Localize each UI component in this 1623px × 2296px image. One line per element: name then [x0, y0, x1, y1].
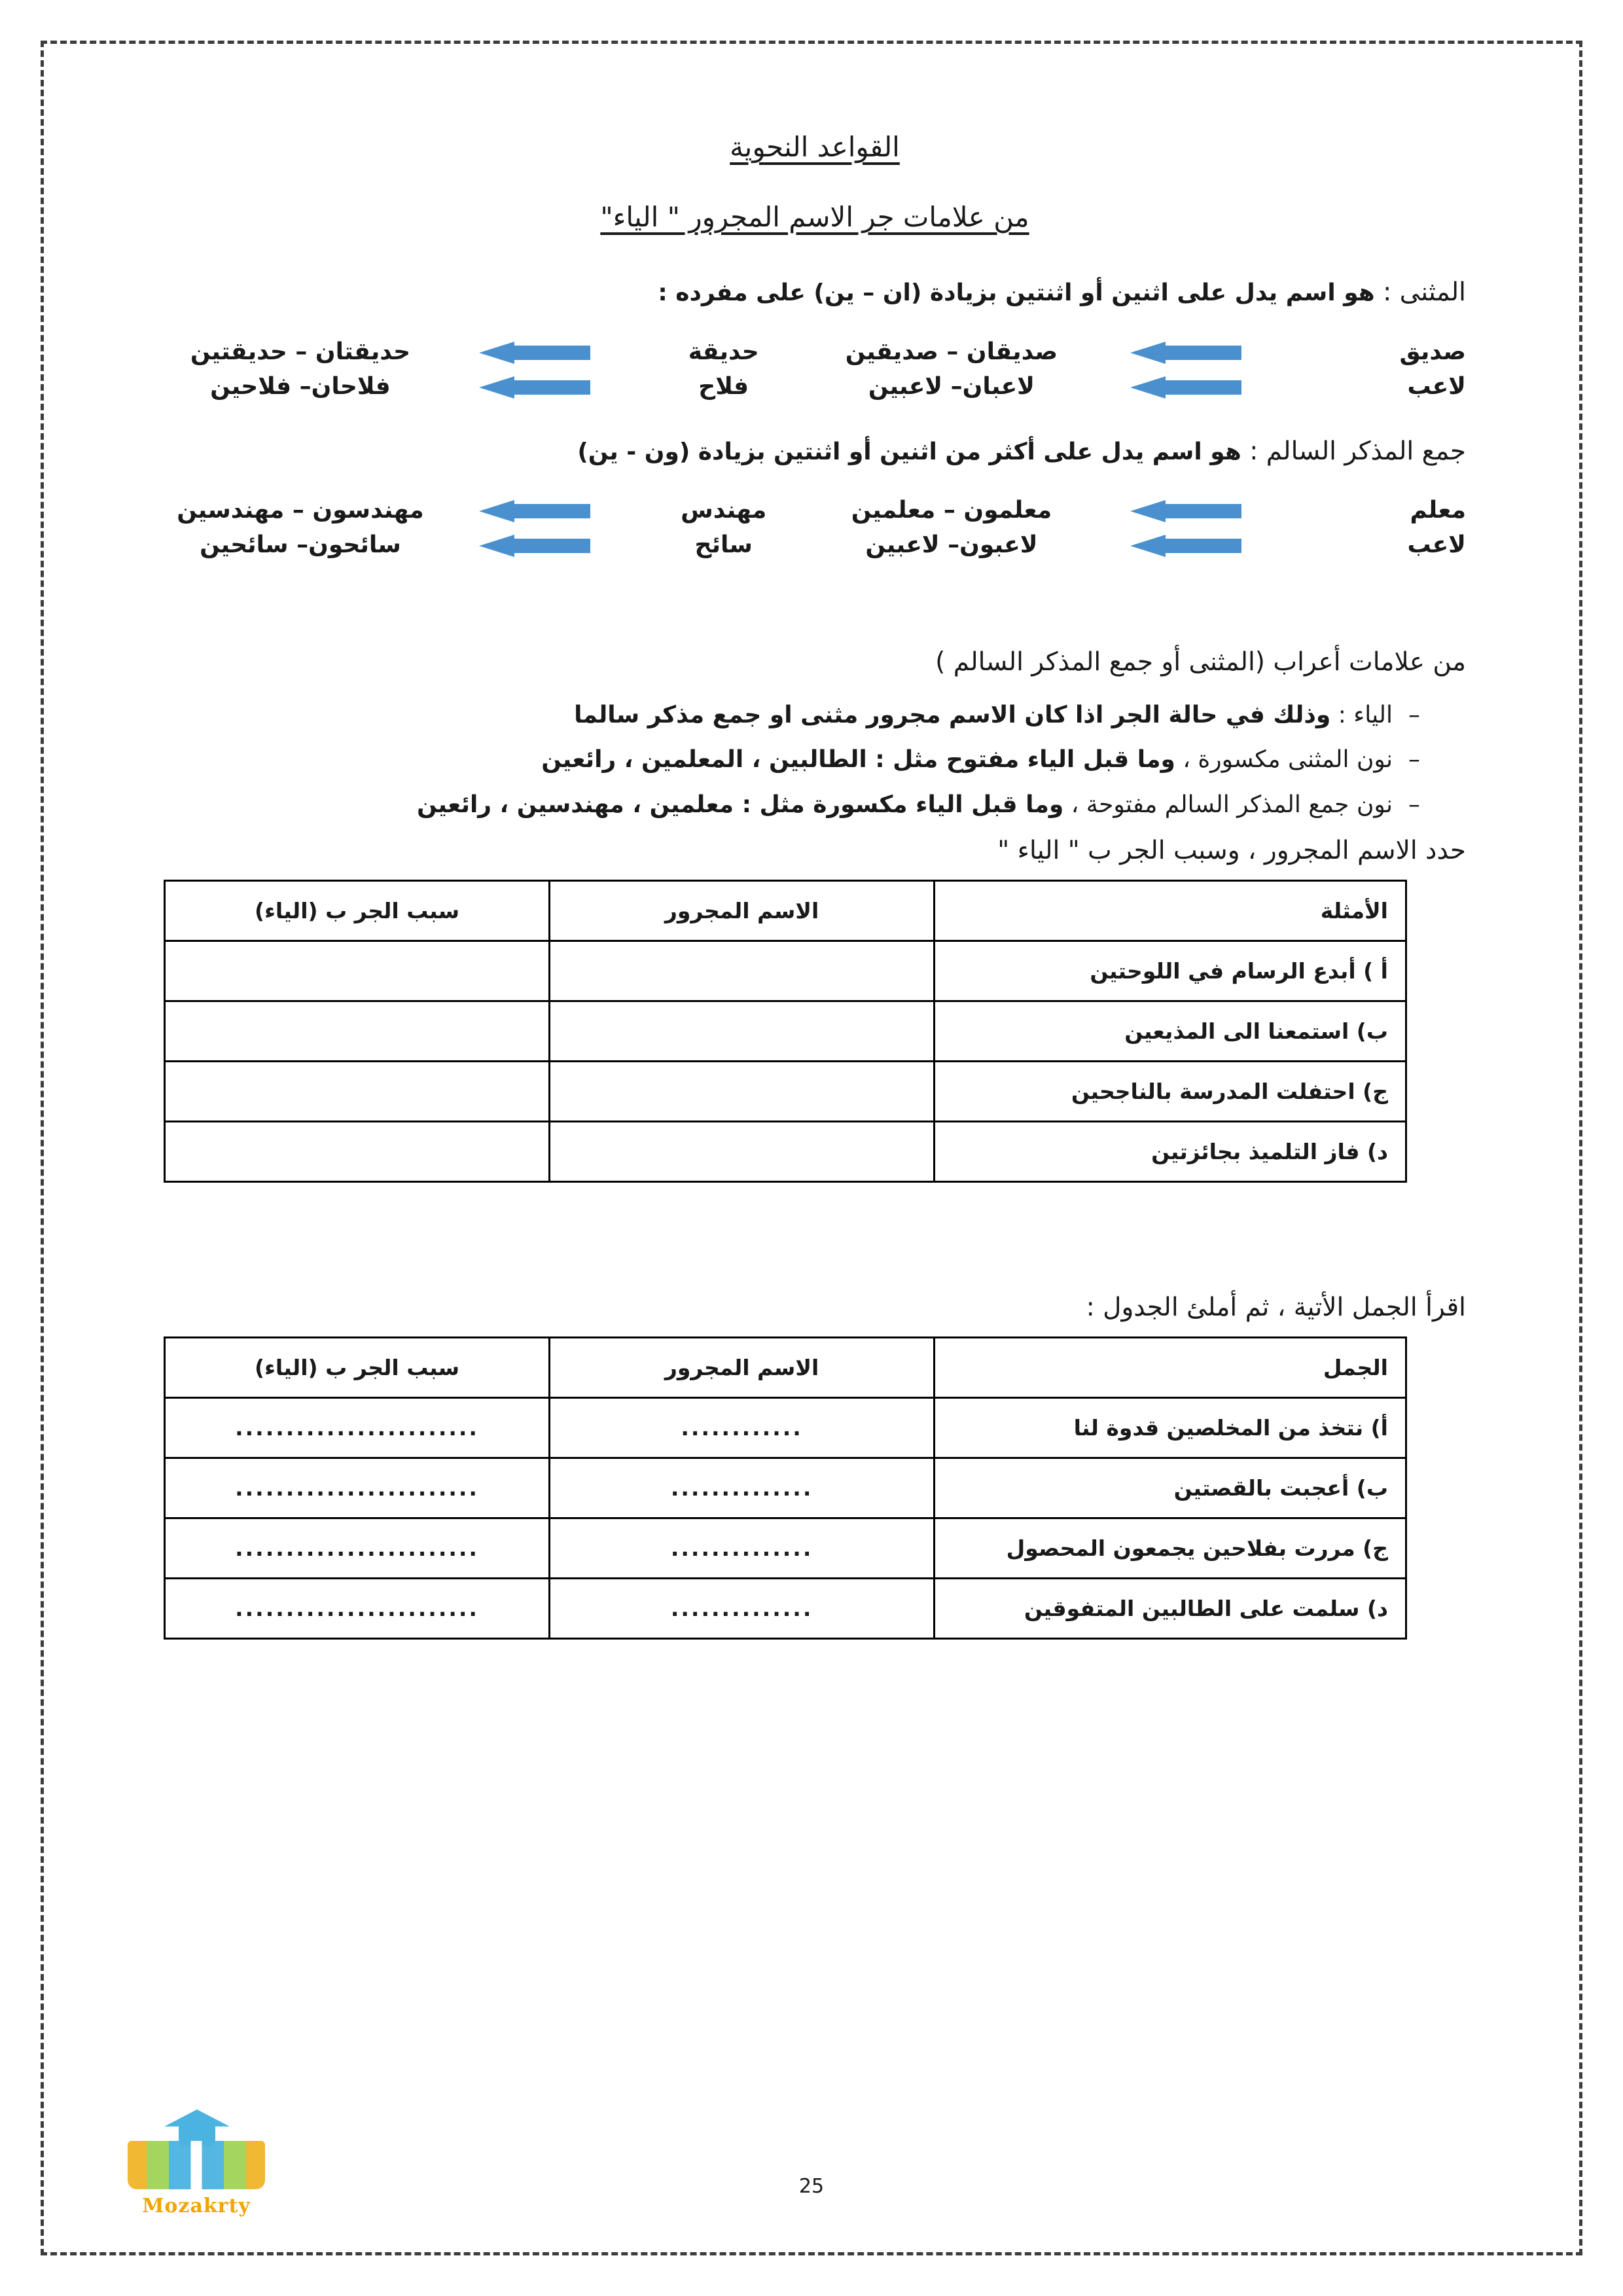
definition-jam3-body: هو اسم يدل على أكثر من اثنين أو اثنتين بزيادة (ون - ين) [577, 438, 1241, 465]
table-row [164, 334, 1466, 369]
rule-2-normal: نون جمع المذكر السالم مفتوحة ، [1063, 791, 1393, 818]
exercise2-header-noun: الاسم المجرور [550, 1337, 935, 1397]
arrow-cell [1088, 493, 1284, 528]
rule-0-bold: وذلك في حالة الجر اذا كان الاسم مجرور مثنى او جمع مذكر سالما [574, 702, 1331, 728]
definition-muthanna-lead: المثنى : [1374, 278, 1466, 307]
table-row [165, 1578, 1406, 1638]
rule-1-bold: وما قبل الياء مفتوح مثل : الطالبين ، المعلمين ، رائعين [541, 746, 1175, 774]
table-row [165, 1061, 1406, 1121]
arrow-cell [437, 334, 633, 369]
exercise2-row0-reason[interactable]: ........................ [165, 1397, 550, 1458]
exercise2-row1-reason[interactable]: ........................ [165, 1458, 550, 1518]
left-arrow-icon [479, 376, 590, 399]
definition-muthanna-body: هو اسم يدل على اثنين أو اثنتين بزيادة (ان – ين) على مفرده : [658, 279, 1375, 306]
examples-muthanna-table [164, 334, 1466, 404]
arrow-cell [1088, 369, 1284, 404]
exercise1-row3-reason[interactable] [165, 1121, 550, 1181]
muthanna-row1-single-b: فلاح [698, 372, 749, 400]
muthanna-row1-dual-a: لاعبان– لاعبين [868, 372, 1035, 400]
left-arrow-icon [1130, 342, 1241, 364]
table-header-row [165, 1337, 1406, 1397]
arrow-cell [437, 493, 633, 528]
exercise2-row3-reason[interactable]: ........................ [165, 1578, 550, 1638]
exercise2-header-reason: سبب الجر ب (الياء) [165, 1337, 550, 1397]
exercise1-row1-noun[interactable] [550, 1001, 935, 1061]
exercise2-row1-sentence: ب) أعجبت بالقصتين [935, 1458, 1406, 1518]
muthanna-row0-dual-a: صديقان – صديقين [845, 338, 1058, 365]
table-row [165, 1397, 1406, 1458]
muthanna-row0-single-b: حديقة [688, 338, 759, 365]
table-row [165, 1121, 1406, 1181]
exercise1-table [164, 880, 1407, 1183]
exercise1-row0-reason[interactable] [165, 941, 550, 1001]
list-item [164, 696, 1420, 734]
exercise1-row3-noun[interactable] [550, 1121, 935, 1181]
exercise2-table [164, 1336, 1407, 1640]
exercise2-row3-sentence: د) سلمت على الطالبين المتفوقين [935, 1578, 1406, 1638]
left-arrow-icon [1130, 535, 1241, 557]
exercise2-prompt: اقرأ الجمل الأتية ، ثم أملئ الجدول : [1086, 1292, 1466, 1322]
exercise2-row3-noun[interactable]: .............. [550, 1578, 935, 1638]
arrow-cell [437, 528, 633, 562]
table-header-row [165, 880, 1406, 941]
page-subtitle: من علامات جر الاسم المجرور " الياء" [600, 201, 1029, 233]
rule-2-bold: وما قبل الياء مكسورة مثل : معلمين ، مهندسين ، رائعين [417, 791, 1064, 818]
jam3-row1-single-a: لاعب [1407, 531, 1466, 558]
exercise2-row0-sentence: أ) نتخذ من المخلصين قدوة لنا [935, 1397, 1406, 1458]
exercise2-row2-reason[interactable]: ........................ [165, 1518, 550, 1578]
brand-name: Mozakrty [142, 2195, 251, 2217]
footer-logo [98, 2104, 294, 2217]
left-arrow-icon [479, 500, 590, 522]
exercise2-row1-noun[interactable]: .............. [550, 1458, 935, 1518]
definition-jam3 [164, 433, 1466, 471]
exercise1-row2-noun[interactable] [550, 1061, 935, 1121]
list-item [164, 741, 1420, 779]
exercise2-row2-sentence: ج) مررت بفلاحين يجمعون المحصول [935, 1518, 1406, 1578]
exercise1-row3-example: د) فاز التلميذ بجائزتين [935, 1121, 1406, 1181]
jam3-row1-single-b: سائح [694, 531, 753, 558]
exercise1-header-examples: الأمثلة [935, 880, 1406, 941]
left-arrow-icon [1130, 500, 1241, 522]
exercise1-row2-example: ج) احتفلت المدرسة بالناجحين [935, 1061, 1406, 1121]
jam3-row0-single-b: مهندس [681, 497, 767, 524]
page-title: القواعد النحوية [730, 131, 900, 163]
exercise2-header-sentences: الجمل [935, 1337, 1406, 1397]
left-arrow-icon [479, 535, 590, 557]
cap-icon [164, 2104, 230, 2146]
table-row [165, 1518, 1406, 1578]
definition-muthanna [164, 274, 1466, 312]
arrow-cell [1088, 334, 1284, 369]
rule-1-normal: نون المثنى مكسورة ، [1175, 746, 1393, 774]
exercise2-row0-noun[interactable]: ............ [550, 1397, 935, 1458]
graduation-cap-book-icon [128, 2104, 265, 2189]
left-arrow-icon [1130, 376, 1241, 399]
exercise1-row1-reason[interactable] [165, 1001, 550, 1061]
exercise2-row2-noun[interactable]: .............. [550, 1518, 935, 1578]
rule-0-normal: الياء : [1330, 702, 1393, 728]
muthanna-row1-single-a: لاعب [1407, 372, 1466, 400]
table-row [164, 528, 1466, 562]
jam3-row1-dual-b: سائحون– سائحين [200, 531, 401, 558]
exercise1-header-noun: الاسم المجرور [550, 880, 935, 941]
document-content [164, 131, 1466, 1640]
left-arrow-icon [479, 342, 590, 364]
exercise1-header-reason: سبب الجر ب (الياء) [165, 880, 550, 941]
book-icon [128, 2141, 265, 2189]
jam3-row0-single-a: معلم [1410, 497, 1466, 524]
muthanna-row0-single-a: صديق [1399, 338, 1466, 365]
muthanna-row0-dual-b: حديقتان – حديقتين [190, 338, 411, 365]
jam3-row0-dual-b: مهندسون – مهندسين [177, 497, 424, 524]
exercise1-prompt: حدد الاسم المجرور ، وسبب الجر ب " الياء " [997, 835, 1466, 865]
exercise1-row0-example: أ ) أبدع الرسام في اللوحتين [935, 941, 1406, 1001]
arrow-cell [1088, 528, 1284, 562]
exercise1-row2-reason[interactable] [165, 1061, 550, 1121]
arrow-cell [437, 369, 633, 404]
list-item [164, 786, 1420, 824]
jam3-row0-dual-a: معلمون – معلمين [851, 497, 1052, 524]
exercise1-row0-noun[interactable] [550, 941, 935, 1001]
table-row [164, 493, 1466, 528]
muthanna-row1-dual-b: فلاحان– فلاحين [210, 372, 391, 400]
page-number: 25 [798, 2175, 825, 2198]
jam3-row1-dual-a: لاعبون– لاعبين [865, 531, 1038, 558]
examples-jam3-table [164, 493, 1466, 562]
exercise1-row1-example: ب) استمعنا الى المذيعين [935, 1001, 1406, 1061]
table-row [164, 369, 1466, 404]
signs-rules-list [164, 696, 1466, 824]
table-row [165, 1001, 1406, 1061]
definition-jam3-lead: جمع المذكر السالم : [1241, 436, 1466, 466]
table-row [165, 941, 1406, 1001]
signs-heading: من علامات أعراب (المثنى أو جمع المذكر السالم ) [935, 647, 1466, 677]
table-row [165, 1458, 1406, 1518]
